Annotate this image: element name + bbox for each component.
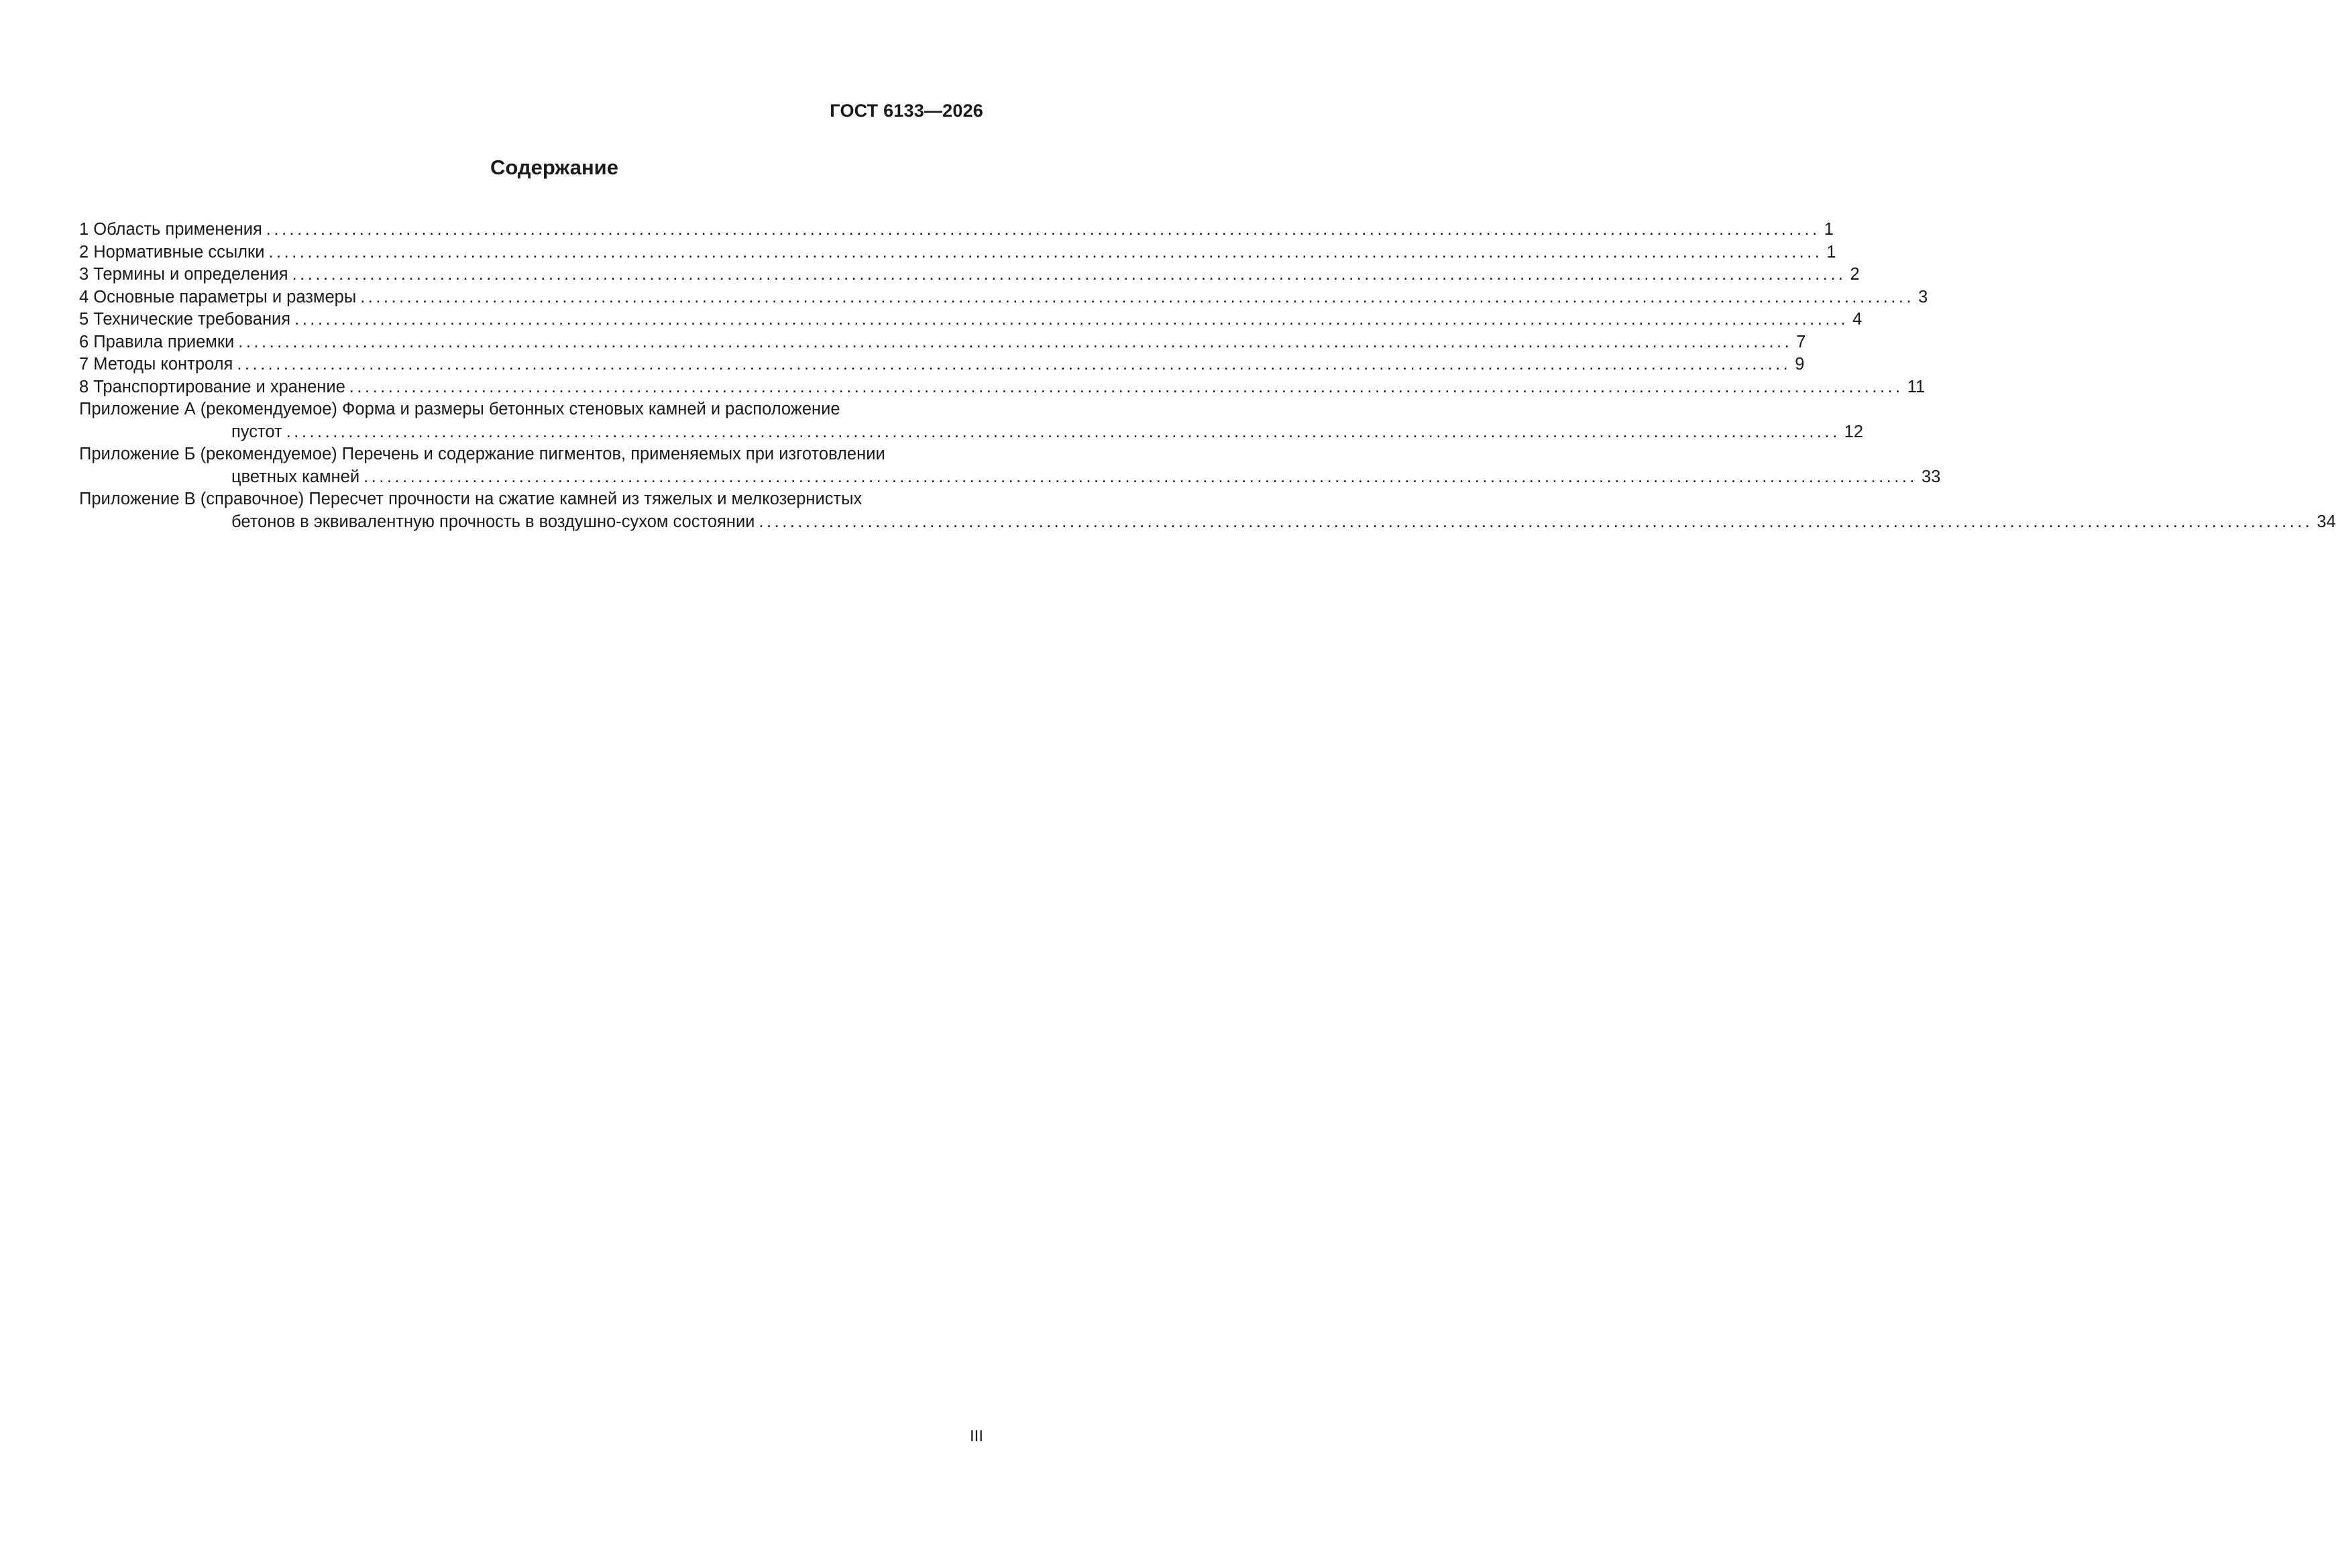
toc-entry-page: 12 <box>1844 422 1864 441</box>
leader-dots: ........................................................................................................................................................................................................ <box>349 377 1903 396</box>
toc-entry-page: 33 <box>1922 467 1941 486</box>
toc-entry-terms-and-definitions[interactable] <box>79 264 1860 286</box>
toc-entry-page: 2 <box>1850 265 1860 284</box>
document-code: ГОСТ 6133—2026 <box>830 101 983 121</box>
toc-entry-label: 8 Транспортирование и хранение <box>79 377 345 396</box>
leader-dots: ........................................................................................................................................................................................................ <box>292 265 1846 284</box>
leader-dots: ........................................................................................................................................................................................................ <box>238 332 1793 351</box>
toc-appendix-last-line: бетонов в эквивалентную прочность в воздушно-сухом состоянии <box>231 512 755 531</box>
toc-entry-label: 7 Методы контроля <box>79 355 233 374</box>
toc-entry-label: 1 Область применения <box>79 220 262 239</box>
toc-entry-page: 3 <box>1918 287 1928 306</box>
toc-entry-page: 1 <box>1826 242 1836 262</box>
toc-appendix-first-line: Приложение Б (рекомендуемое) Перечень и содержание пигментов, применяемых при изготовлении <box>79 445 885 463</box>
toc-entry-technical-requirements[interactable] <box>79 309 1862 331</box>
toc-appendix-first-line: Приложение В (справочное) Пересчет прочности на сжатие камней из тяжелых и мелкозернистых <box>79 490 863 508</box>
toc-entry-page: 11 <box>1907 377 1926 396</box>
page-number: III <box>969 1427 983 1445</box>
leader-dots: ........................................................................................................................................................................................................ <box>294 310 1849 329</box>
toc-entry-page: 7 <box>1796 332 1806 351</box>
toc-entry-page: 9 <box>1795 355 1805 374</box>
toc-entry-label: 3 Термины и определения <box>79 265 288 284</box>
toc-entry-scope[interactable] <box>79 219 1834 241</box>
toc-entry-label: 2 Нормативные ссылки <box>79 242 265 262</box>
toc-appendix-a[interactable] <box>79 398 1864 443</box>
leader-dots: ........................................................................................................................................................................................................ <box>286 422 1840 441</box>
toc-entry-transport-and-storage[interactable] <box>79 376 1926 399</box>
leader-dots: ........................................................................................................................................................................................................ <box>364 467 1918 486</box>
leader-dots: ........................................................................................................................................................................................................ <box>268 242 1823 262</box>
leader-dots: ........................................................................................................................................................................................................ <box>237 355 1791 374</box>
toc-appendix-b[interactable] <box>79 443 1941 488</box>
toc-entry-page: 34 <box>2317 512 2336 531</box>
toc-appendix-last-line: пустот <box>231 422 282 441</box>
leader-dots: ........................................................................................................................................................................................................ <box>360 287 1915 306</box>
toc-entry-acceptance-rules[interactable] <box>79 331 1806 354</box>
toc-entry-normative-references[interactable] <box>79 241 1836 264</box>
toc-appendix-c[interactable] <box>79 488 2336 533</box>
leader-dots: ........................................................................................................................................................................................................ <box>759 512 2313 531</box>
toc-entry-label: 6 Правила приемки <box>79 332 235 351</box>
toc-entry-label: 5 Технические требования <box>79 310 291 329</box>
toc-entry-main-parameters[interactable] <box>79 286 1928 309</box>
toc-entry-page: 4 <box>1852 310 1862 329</box>
toc-entry-page: 1 <box>1824 220 1834 239</box>
table-of-contents <box>79 219 2336 533</box>
toc-appendix-first-line: Приложение А (рекомендуемое) Форма и размеры бетонных стеновых камней и расположение <box>79 400 840 418</box>
toc-entry-label: 4 Основные параметры и размеры <box>79 287 357 306</box>
toc-entry-test-methods[interactable] <box>79 353 1805 376</box>
toc-title: Содержание <box>490 156 618 179</box>
leader-dots: ........................................................................................................................................................................................................ <box>266 220 1820 239</box>
toc-appendix-last-line: цветных камней <box>231 467 360 486</box>
